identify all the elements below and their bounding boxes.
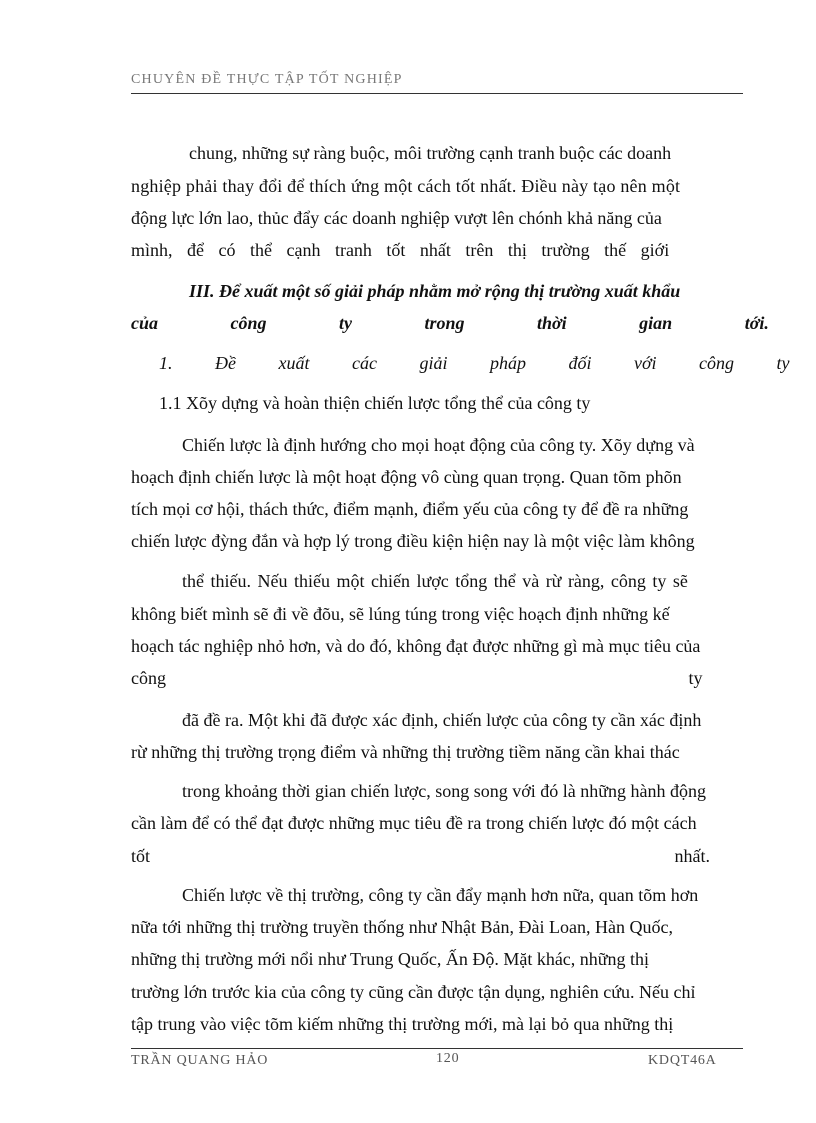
paragraph-line: nữa tới những thị trường truyền thống như Nhật Bản, Đài Loan, Hàn Quốc, xyxy=(131,917,673,937)
footer-rule xyxy=(131,1048,743,1049)
paragraph-line: tập trung vào việc tõm kiếm những thị trường mới, mà lại bỏ qua những thị xyxy=(131,1014,674,1034)
section-heading: của công ty trong thời gian tới. xyxy=(131,313,769,333)
section-heading: III. Để xuất một số giải pháp nhằm mở rộng thị trường xuất khẩu xyxy=(189,281,681,301)
page-header-title: CHUYÊN ĐỀ THỰC TẬP TỐT NGHIỆP xyxy=(131,72,403,87)
paragraph-line: cần làm để có thể đạt được những mục tiêu đề ra trong chiến lược đó một cách xyxy=(131,813,697,833)
paragraph-line: thể thiếu. Nếu thiếu một chiến lược tổng thể và rừ ràng, công ty sẽ xyxy=(182,571,688,591)
paragraph-line: chiến lược đỳng đắn và hợp lý trong điều kiện hiện nay là một việc làm không xyxy=(131,531,695,551)
paragraph-line: rừ những thị trường trọng điểm và những thị trường tiềm năng cần khai thác xyxy=(131,742,680,762)
page-number: 120 xyxy=(436,1051,460,1066)
paragraph-line: trong khoảng thời gian chiến lược, song song với đó là những hành động xyxy=(182,781,707,801)
paragraph-line: chung, những sự ràng buộc, môi trường cạnh tranh buộc các doanh xyxy=(189,143,672,163)
subsection-heading: 1.1 Xõy dựng và hoàn thiện chiến lược tổng thể của công ty xyxy=(159,393,591,413)
paragraph-line: tốt nhất. xyxy=(131,846,710,866)
footer-class-code: KDQT46A xyxy=(648,1053,717,1068)
subsection-heading: 1. Đề xuất các giải pháp đối với công ty xyxy=(159,353,790,373)
paragraph-line: hoạch định chiến lược là một hoạt động vô cùng quan trọng. Quan tõm phõn xyxy=(131,467,682,487)
paragraph-line: đã đề ra. Một khi đã được xác định, chiến lược của công ty cần xác định xyxy=(182,710,702,730)
paragraph-line: không biết mình sẽ đi về đõu, sẽ lúng túng trong việc hoạch định những kế xyxy=(131,604,670,624)
paragraph-line: những thị trường mới nổi như Trung Quốc, Ấn Độ. Mặt khác, những thị xyxy=(131,949,650,969)
paragraph-line: Chiến lược là định hướng cho mọi hoạt động của công ty. Xõy dựng và xyxy=(182,435,695,455)
paragraph-line: mình, để có thể cạnh tranh tốt nhất trên thị trường thế giới xyxy=(131,240,670,260)
paragraph-line: tích mọi cơ hội, thách thức, điểm mạnh, điểm yếu của công ty để đề ra những xyxy=(131,499,689,519)
paragraph-line: động lực lớn lao, thủc đẩy các doanh nghiệp vượt lên chónh khả năng của xyxy=(131,208,662,228)
paragraph-line: trường lớn trước kia của công ty cũng cần được tận dụng, nghiên cứu. Nếu chỉ xyxy=(131,982,696,1002)
header-rule xyxy=(131,93,743,94)
paragraph-line: nghiệp phải thay đổi để thích ứng một cách tốt nhất. Điều này tạo nên một xyxy=(131,176,681,196)
paragraph-line: công ty xyxy=(131,668,703,688)
paragraph-line: Chiến lược về thị trường, công ty cần đẩy mạnh hơn nữa, quan tõm hơn xyxy=(182,885,699,905)
paragraph-line: hoạch tác nghiệp nhỏ hơn, và do đó, không đạt được những gì mà mục tiêu của xyxy=(131,636,701,656)
footer-author: TRẦN QUANG HẢO xyxy=(131,1053,269,1068)
